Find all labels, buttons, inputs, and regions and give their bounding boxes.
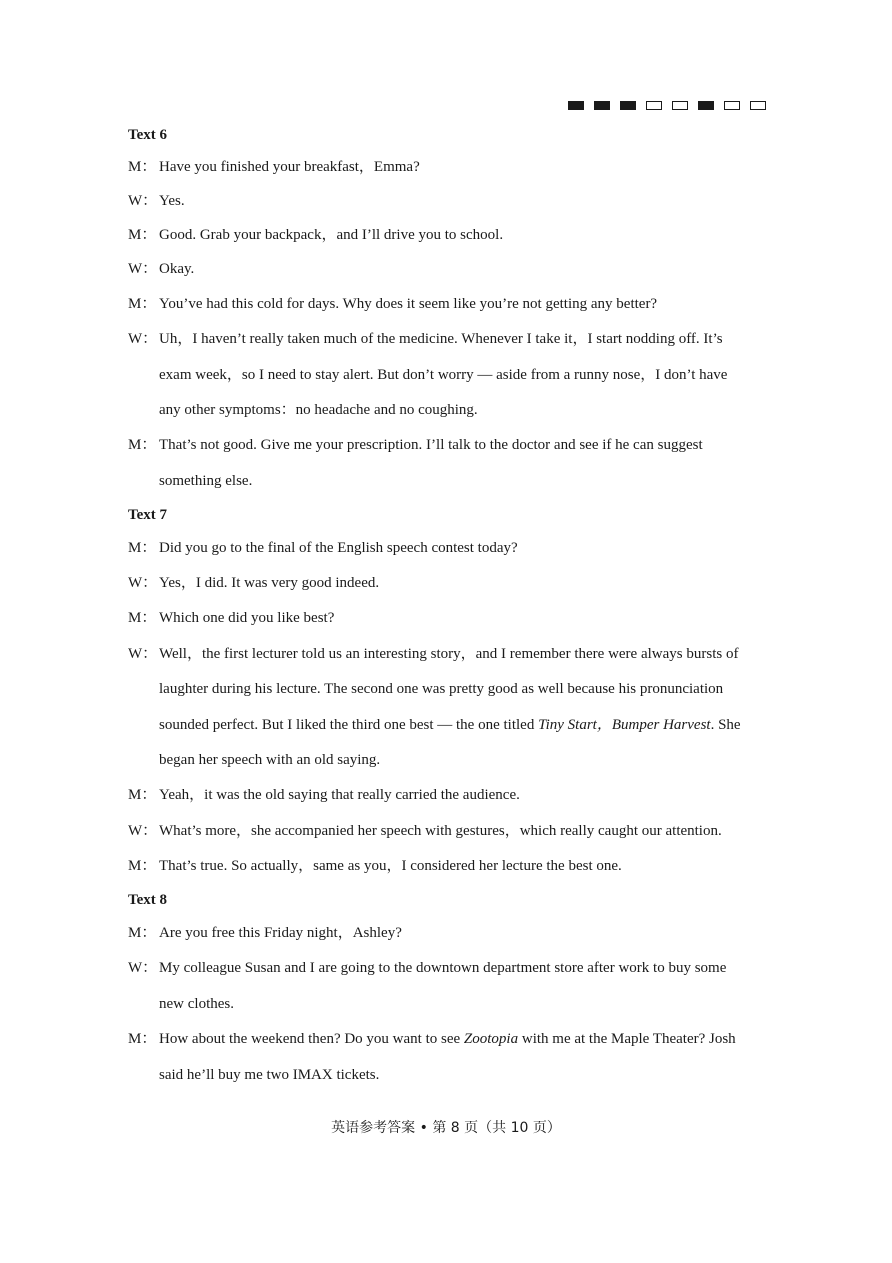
dialogue-line-continuation: [128, 367, 768, 384]
dialogue-line-continuation: [128, 752, 768, 769]
line-text: That’s true. So actually，same as you，I considered her lecture the best one.: [159, 858, 622, 874]
section-title: Text 6: [128, 127, 168, 143]
line-text: any other symptoms：no headache and no coughing.: [159, 402, 478, 418]
dialogue-line: [128, 193, 768, 210]
line-text: Yes，I did. It was very good indeed.: [159, 575, 380, 591]
line-text: Have you finished your breakfast，Emma?: [159, 159, 420, 175]
line-text: Did you go to the final of the English speech contest today?: [159, 540, 518, 556]
dialogue-line: [128, 858, 768, 875]
line-text: something else.: [159, 473, 253, 489]
dialogue-line: [128, 1031, 768, 1048]
line-text: . She: [710, 717, 741, 733]
dialogue-line: [128, 960, 768, 977]
mark-2: [594, 101, 610, 110]
line-text: Well，the first lecturer told us an interesting story，and I remember there were always bursts of: [159, 646, 739, 662]
speaker-label: M：: [128, 1031, 157, 1047]
speaker-label: W：: [128, 331, 158, 347]
mark-4: [646, 101, 662, 110]
line-text: You’ve had this cold for days. Why does it seem like you’re not getting any better?: [159, 296, 658, 312]
line-text: My colleague Susan and I are going to the downtown department store after work to buy some: [159, 960, 727, 976]
dialogue-line-continuation: [128, 681, 768, 698]
line-text: Yeah，it was the old saying that really carried the audience.: [159, 787, 520, 803]
mark-5: [672, 101, 688, 110]
speaker-label: M：: [128, 296, 157, 312]
mark-1: [568, 101, 584, 110]
speaker-label: M：: [128, 925, 157, 941]
mark-7: [724, 101, 740, 110]
dialogue-line: [128, 925, 768, 942]
page-footer: 英语参考答案 • 第 8 页（共 10 页）: [331, 1120, 561, 1136]
dialogue-line: [128, 540, 768, 557]
line-text: What’s more，she accompanied her speech with gestures，which really caught our attention.: [159, 823, 722, 839]
section-title: Text 8: [128, 892, 168, 908]
dialogue-line: [128, 437, 768, 454]
dialogue-line-continuation: [128, 996, 768, 1013]
speaker-label: M：: [128, 540, 157, 556]
speaker-label: W：: [128, 823, 158, 839]
speaker-label: W：: [128, 261, 158, 277]
mark-3: [620, 101, 636, 110]
speech-title: Tiny Start，Bumper Harvest: [538, 717, 711, 733]
line-text: with me at the Maple Theater? Josh: [518, 1031, 736, 1047]
dialogue-line: [128, 159, 768, 176]
dialogue-line-continuation: [128, 402, 768, 419]
line-text: That’s not good. Give me your prescription. I’ll talk to the doctor and see if he can suggest: [159, 437, 703, 453]
speaker-label: M：: [128, 787, 157, 803]
mark-6: [698, 101, 714, 110]
speaker-label: W：: [128, 193, 158, 209]
speaker-label: W：: [128, 960, 158, 976]
dialogue-line: [128, 261, 768, 278]
mark-8: [750, 101, 766, 110]
line-text: sounded perfect. But I liked the third one best — the one titled: [159, 717, 539, 733]
line-text: Good. Grab your backpack，and I’ll drive you to school.: [159, 227, 504, 243]
dialogue-line: [128, 575, 768, 592]
movie-title: Zootopia: [463, 1031, 519, 1047]
dialogue-line: [128, 787, 768, 804]
line-text: Which one did you like best?: [159, 610, 335, 626]
dialogue-line: [128, 296, 768, 313]
line-text: new clothes.: [159, 996, 234, 1012]
speaker-label: M：: [128, 227, 157, 243]
speaker-label: M：: [128, 610, 157, 626]
line-text: began her speech with an old saying.: [159, 752, 381, 768]
speaker-label: M：: [128, 858, 157, 874]
line-text: Are you free this Friday night，Ashley?: [159, 925, 402, 941]
dialogue-line-continuation: [128, 1067, 768, 1084]
dialogue-line-continuation: [128, 717, 768, 734]
line-text: Okay.: [159, 261, 195, 277]
dialogue-line: [128, 331, 768, 348]
dialogue-line-continuation: [128, 473, 768, 490]
speaker-label: M：: [128, 159, 157, 175]
line-text: Uh，I haven’t really taken much of the medicine. Whenever I take it，I start nodding off. It’s: [159, 331, 723, 347]
transcript: [128, 127, 768, 1084]
speaker-label: W：: [128, 646, 158, 662]
line-text: How about the weekend then? Do you want to see: [159, 1031, 464, 1047]
dialogue-line: [128, 646, 768, 663]
speaker-label: M：: [128, 437, 157, 453]
dialogue-line: [128, 610, 768, 627]
line-text: exam week，so I need to stay alert. But don’t worry — aside from a runny nose，I don’t have: [159, 367, 728, 383]
line-text: Yes.: [159, 193, 185, 209]
dialogue-line: [128, 227, 768, 244]
line-text: laughter during his lecture. The second one was pretty good as well because his pronunciation: [159, 681, 724, 697]
line-text: said he’ll buy me two IMAX tickets.: [159, 1067, 380, 1083]
dialogue-line: [128, 823, 768, 840]
section-title: Text 7: [128, 507, 168, 523]
speaker-label: W：: [128, 575, 158, 591]
